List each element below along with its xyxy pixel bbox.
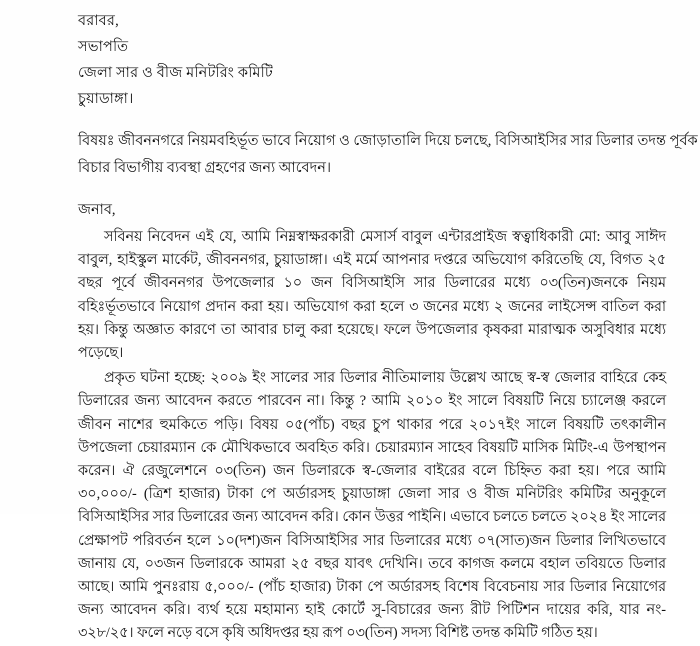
recipient-line-2: সভাপতি <box>78 39 129 55</box>
recipient-line-4: চুয়াডাঙ্গা। <box>78 91 134 107</box>
paragraph-text-2: প্রকৃত ঘটনা হচ্ছে: ২০০৯ ইং সালের সার ডিলার নীতিমালায় উল্লেখ আছে স্ব-স্ব জেলার বাহিরে কেহ ডিলারের জন্য আবেদন করতে পারবেন না। কিন্তু ? আমি ২০১০ ইং সালে বিষয়টি নিয়ে চ্যালেঞ্জ করলে জীবন নাশের হুমকিতে পড়ি। বিষয় ০৫(পাঁচ) বছর চুপ থাকার পরে ২০১৭ইং সালে বিষয়টি তৎকালীন উপজেলা চেয়ারম্যান কে মৌখিকভাবে অবহিত করি। চেয়ারম্যান সাহেব বিষয়টি মাসিক মিটিং-এ উপস্থাপন করেন। ঐ রেজুলেশনে ০৩(তিন) জন ডিলারকে স্ব-জেলার বাইরের বলে চিহ্নিত করা হয়। পরে আমি ৩০,০০০/- (ত্রিশ হাজার) টাকা পে অর্ডারসহ চুয়াডাঙ্গা জেলা সার ও বীজ মনিটরিং কমিটির অনুকূলে বিসিআইসির সার ডিলারের জন্য আবেদন করি। কোন উত্তর পাইনি। এভাবে চলতে চলতে ২০২৪ ইং সালের প্রেক্ষাপট পরিবর্তন হলে ১০(দশ)জন বিসিআইসির সার ডিলারের মধ্যে ০৭(সাত)জন ডিলার লিখিতভাবে জানায় যে, ০৩জন ডিলারকে আমরা ২৫ বছর যাবৎ দেখিনি। তবে কাগজ কলমে বহাল তবিয়তে ডিলার আছে। আমি পুনঃরায় ৫,০০০/- (পাঁচ হাজার) টাকা পে অর্ডারসহ বিশেষ বিবেচনায় সার ডিলার নিয়োগের জন্য আবেদন করি। ব্যর্থ হয়ে মহামান্য হাই কোর্টে সু-বিচারের জন্য রীট পিটিশন দায়ের করি, যার নং- ৩২৮/২৫। ফলে নড়ে বসে কৃষি অধিদপ্তর হয় রূপ ০৩(তিন) সদস্য বিশিষ্ট তদন্ত কমিটি গঠিত হয়। <box>78 370 666 642</box>
subject-line-2: বিচার বিভাগীয় ব্যবস্থা গ্রহণের জন্য আবেদন। <box>78 160 332 176</box>
salutation: জনাব, <box>78 202 116 218</box>
recipient-block <box>78 8 666 112</box>
body-paragraph-1 <box>78 226 666 365</box>
recipient-line-1: বরাবর, <box>78 13 119 29</box>
subject-block <box>78 128 698 182</box>
paragraph-text-1: সবিনয় নিবেদন এই যে, আমি নিম্নস্বাক্ষরকারী মেসার্স বাবুল এন্টারপ্রাইজ স্বত্বাধিকারী মো: আবু সাঈদ বাবুল, হাইস্কুল মার্কেট, জীবননগর, চুয়াডাঙ্গা। এই মর্মে আপনার দপ্তরে অভিযোগ করিতেছি যে, বিগত ২৫ বছর পূর্বে জীবননগর উপজেলার ১০ জন বিসিআইসি সার ডিলারের মধ্যে ০৩(তিন)জনকে নিয়ম বহিঃর্ভূতভাবে নিয়োগ প্রদান করা হয়। অভিযোগ করা হলে ৩ জনের মধ্যে ২ জনের লাইসেন্স বাতিল করা হয়। কিন্তু অজ্ঞাত কারণে তা আবার চালু করা হয়েছে। ফলে উপজেলার কৃষকরা মারাত্মক অসুবিধার মধ্যে পড়েছে। <box>78 229 666 362</box>
subject-line-1: বিষয়ঃ জীবননগরে নিয়মবহির্ভূত ভাবে নিয়োগ ও জোড়াতালি দিয়ে চলছে, বিসিআইসির সার ডিলার তদন্ত পূর্বক <box>78 133 698 149</box>
body-paragraph-2 <box>78 367 666 645</box>
recipient-line-3: জেলা সার ও বীজ মনিটরিং কমিটি <box>78 65 273 81</box>
